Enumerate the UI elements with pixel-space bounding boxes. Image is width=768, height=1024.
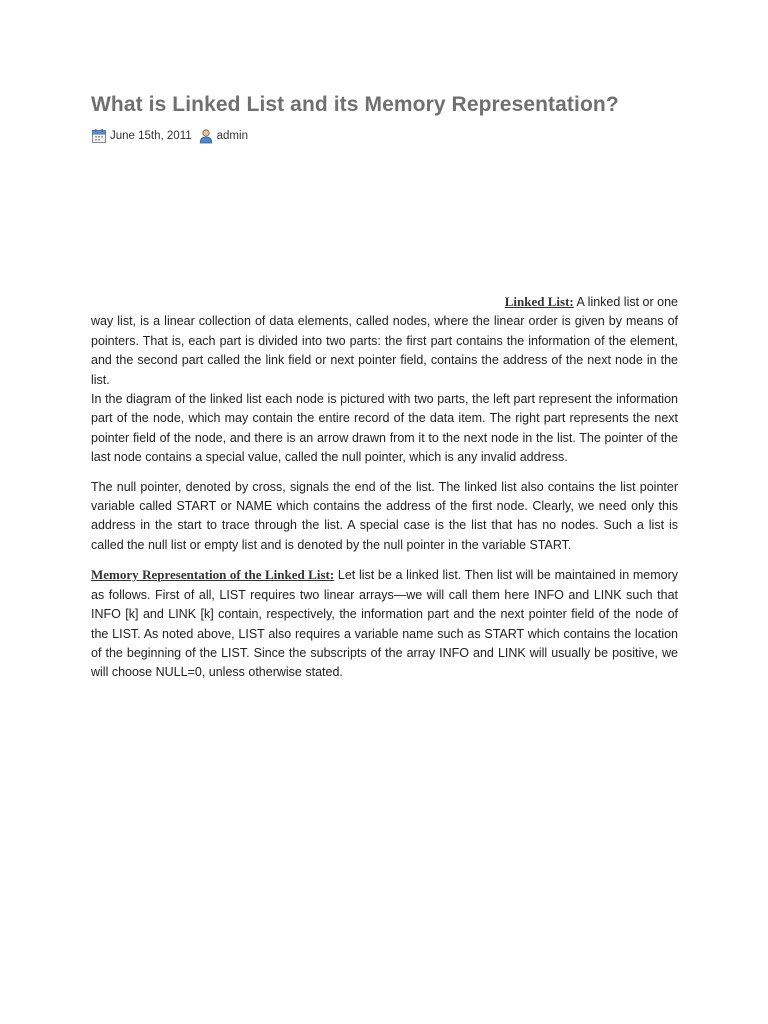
- post-date: June 15th, 2011: [110, 130, 192, 142]
- memory-representation-body: Let list be a linked list. Then list will be maintained in memory as follows. First of all, LIST requires two linear arrays—we will call them here INFO and LINK such that INFO [k] and LINK [k] contain, respectively, the information part and the next pointer field of the node of the LIST. As noted above, LIST also requires a variable name such as START which contains the location of the beginning of the LIST. Since the subscripts of the array INFO and LINK will usually be positive, we will choose NULL=0, unless otherwise stated.: [91, 568, 678, 680]
- user-icon: [198, 128, 214, 144]
- linked-list-definition: way list, is a linear collection of data elements, called nodes, where the linear order is given by means of pointers. That is, each part is divided into two parts: the first part contains the information of the element, and the second part called the link field or next pointer field, contains the address of the next node in the list.: [91, 314, 678, 387]
- null-pointer-paragraph: The null pointer, denoted by cross, signals the end of the list. The linked list also contains the list pointer variable called START or NAME which contains the address of the first node. Clearly, we need only this address in the start to trace through the list. A special case is the list that has no nodes. Such a list is called the null list or empty list and is denoted by the null pointer in the variable START.: [91, 479, 678, 552]
- post-title: What is Linked List and its Memory Representation?: [91, 93, 619, 116]
- linked-list-intro-line: [91, 292, 678, 312]
- article-body: [91, 292, 678, 683]
- post-author-link[interactable]: admin: [216, 130, 248, 142]
- linked-list-intro-start: A linked list or one: [576, 295, 678, 309]
- diagram-explanation-paragraph: In the diagram of the linked list each node is pictured with two parts, the left part represent the information part of the node, which may contain the entire record of the data item. The right part represents the next pointer field of the node, and there is an arrow drawn from it to the next node in the list. The pointer of the last node contains a special value, called the null pointer, which is any invalid address.: [91, 392, 678, 465]
- memory-representation-paragraph: [91, 565, 678, 682]
- calendar-icon: [91, 128, 107, 144]
- linked-list-heading: Linked List:: [504, 294, 574, 309]
- memory-representation-heading: Memory Representation of the Linked List:: [91, 567, 335, 583]
- post-meta: [91, 128, 248, 144]
